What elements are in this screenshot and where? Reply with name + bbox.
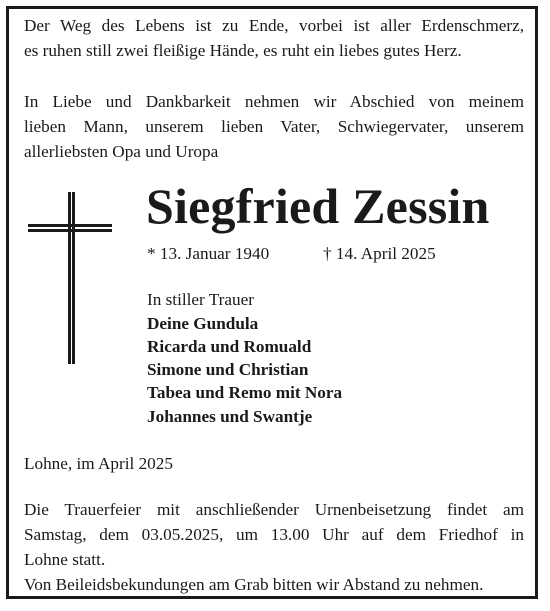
mourner-name: Tabea und Remo mit Nora — [147, 383, 343, 402]
birth-date: * 13. Januar 1940 — [147, 244, 270, 263]
intro-line-3: allerliebsten Opa und Uropa — [24, 142, 219, 161]
cross-vertical-bar-inner — [72, 192, 75, 364]
mourner-name: Deine Gundula — [147, 314, 259, 333]
mourner-name: Johannes und Swantje — [147, 407, 313, 426]
mourner-name: Ricarda und Romuald — [147, 337, 312, 356]
mourner-name: Simone und Christian — [147, 360, 309, 379]
funeral-line-3: Lohne statt. — [24, 550, 106, 569]
funeral-line-4: Von Beileidsbekundungen am Grab bitten wir Abstand zu nehmen. — [24, 575, 484, 594]
cross-horizontal-bar-inner — [28, 229, 112, 232]
poem-line-2: es ruhen still zwei fleißige Hände, es ruht ein liebes gutes Herz. — [24, 41, 462, 60]
poem — [24, 13, 524, 63]
mourners-heading: In stiller Trauer — [147, 290, 254, 309]
intro-line-2: lieben Mann, unserem lieben Vater, Schwiegervater, unserem — [24, 117, 524, 136]
intro-line-1: In Liebe und Dankbarkeit nehmen wir Abschied von meinem — [24, 92, 524, 111]
funeral-info — [24, 497, 524, 597]
funeral-line-2: Samstag, dem 03.05.2025, um 13.00 Uhr auf dem Friedhof in — [24, 525, 524, 544]
deceased-name: Siegfried Zessin — [146, 178, 490, 234]
poem-line-1: Der Weg des Lebens ist zu Ende, vorbei ist aller Erdenschmerz, — [24, 16, 524, 35]
cross-horizontal-bar — [28, 224, 112, 227]
place-date: Lohne, im April 2025 — [24, 454, 173, 473]
cross-vertical-bar — [68, 192, 71, 364]
intro-text — [24, 89, 524, 164]
death-date: † 14. April 2025 — [323, 244, 436, 263]
funeral-line-1: Die Trauerfeier mit anschließender Urnenbeisetzung findet am — [24, 500, 524, 519]
